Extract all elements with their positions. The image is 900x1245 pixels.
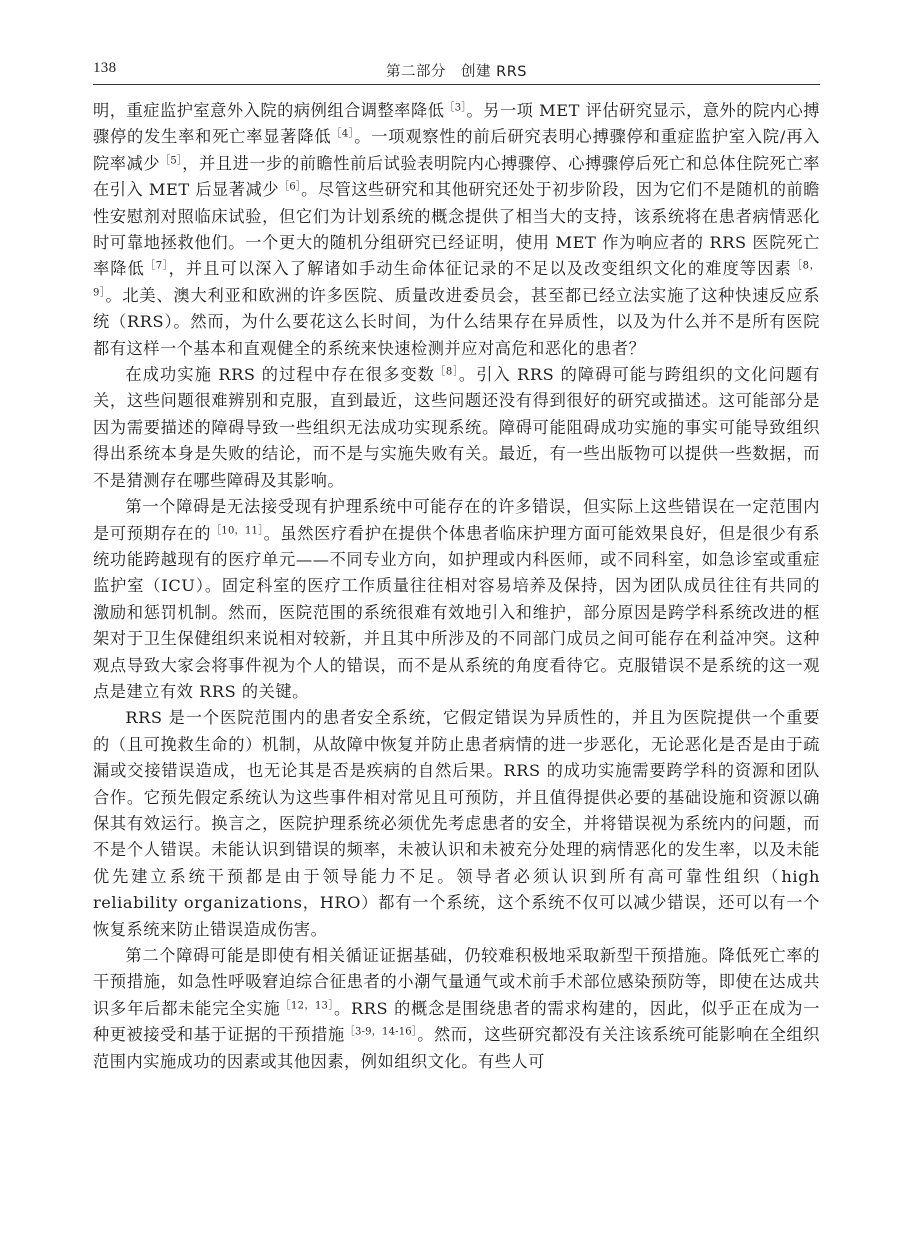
citation-superscript: ［7］ (144, 260, 169, 272)
text-run: 。另一项 MET 评估研究显示，意外的院内心搏骤停的发生率和死亡率显著降低 (93, 101, 820, 147)
running-header: 第二部分 创建 RRS (386, 64, 527, 80)
text-run: 。一项观察性的前后研究表明心搏骤停和重症监护室入院/再入院率减少 (93, 127, 820, 173)
citation-superscript: ［4］ (331, 128, 355, 140)
citation-superscript: ［3］ (444, 102, 467, 114)
citation-superscript: ［3-9，14-16］ (344, 1026, 418, 1038)
page-header (93, 60, 820, 84)
citation-superscript: ［8］ (435, 366, 459, 378)
text-run: 。引入 RRS 的障碍可能与跨组织的文化问题有关，这些问题很难辨别和克服，直到最近，这些问题还没有得到很好的研究或描述。这可能部分是因为需要描述的障碍导致一些组织无法成功实现系统。障碍可能阻碍成功实施的事实可能导致组织得出系统本身是失败的结论，而不是与实施失败有关。最近，有一些出版物可以提供一些数据，而不是猜测存在哪些障碍及其影响。 (93, 365, 820, 490)
paragraph (93, 362, 820, 494)
text-run: 。虽然医疗看护在提供个体患者临床护理方面可能效果良好，但是很少有系统功能跨越现有的医疗单元——不同专业方向，如护理或内科医师，或不同科室，如急诊室或重症监护室（ICU）。固定科室的医疗工作质量往往相对容易培养及保持，因为团队成员往往有共同的激励和惩罚机制。然而，医院范围的系统很难有效地引入和维护，部分原因是跨学科系统改进的框架对于卫生保健组织来说相对较新，并且其中所涉及的不同部门成员之间可能存在利益冲突。这种观点导致大家会将事件视为个人的错误，而不是从系统的角度看待它。克服错误不是系统的这一观点是建立有效 RRS 的关键。 (93, 523, 820, 701)
paragraph (93, 943, 820, 1075)
text-run: RRS 是一个医院范围内的患者安全系统，它假定错误为异质性的，并且为医院提供一个重要的（且可挽救生命的）机制，从故障中恢复并防止患者病情的进一步恶化，无论恶化是否是由于疏漏或交接错误造成，也无论其是否是疾病的自然后果。RRS 的成功实施需要跨学科的资源和团队合作。它预先假定系统认为这些事件相对常见且可预防，并且值得提供必要的基础设施和资源以确保其有效运行。换言之，医院护理系统必须优先考虑患者的安全，并将错误视为系统内的问题，而不是个人错误。未能认识到错误的频率，未被认识和未被充分处理的病情恶化的发生率，以及未能优先建立系统干预都是由于领导能力不足。领导者必须认识到所有高可靠性组织（high reliability organizations，HRO）都有一个系统，这个系统不仅可以减少错误，还可以有一个恢复系统来防止错误造成伤害。 (93, 708, 820, 939)
text-run: 第一个障碍是无法接受现有护理系统中可能存在的许多错误，但实际上这些错误在一定范围内是可预期存在的 (93, 497, 820, 543)
text-run: 在成功实施 RRS 的过程中存在很多变数 (125, 365, 436, 385)
citation-superscript: ［12，13］ (280, 1000, 334, 1012)
text-run: ，并且进一步的前瞻性前后试验表明院内心搏骤停、心搏骤停后死亡和总体住院死亡率在引入 MET 后显著减少 (93, 153, 820, 200)
citation-superscript: ［10，11］ (211, 525, 264, 536)
page-number: 138 (93, 60, 117, 76)
text-run: 。RRS 的概念是围绕患者的需求构建的，因此，似乎正在成为一种更被接受和基于证据的干预措施 (93, 998, 820, 1045)
text-run: 第二个障碍可能是即使有相关循证证据基础，仍较难积极地采取新型干预措施。降低死亡率的干预措施，如急性呼吸窘迫综合征患者的小潮气量通气或术前手术部位感染预防等，即使在达成共识多年后都未能完全实施 (93, 946, 820, 1018)
text-run: ，并且可以深入了解诸如手动生命体征记录的不足以及改变组织文化的难度等因素 (168, 259, 792, 279)
citation-superscript: ［6］ (279, 181, 302, 193)
header-rule (93, 84, 820, 85)
citation-superscript: ［5］ (160, 155, 183, 167)
body-text (93, 98, 820, 1075)
paragraph (93, 705, 820, 943)
text-run: 明，重症监护室意外入院的病例组合调整率降低 (93, 101, 445, 120)
paragraph (93, 494, 820, 705)
text-run: 。然而，这些研究都没有关注该系统可能影响在全组织范围内实施成功的因素或其他因素，例如组织文化。有些人可 (93, 1025, 821, 1071)
text-run: 。北美、澳大利亚和欧洲的许多医院、质量改进委员会，甚至都已经立法实施了这种快速反应系统（RRS）。然而，为什么要花这么长时间，为什么结果存在异质性，以及为什么并不是所有医院都有这样一个基本和直观健全的系统来快速检测并应对高危和恶化的患者？ (93, 285, 820, 358)
paragraph (93, 98, 820, 362)
text-run: 。尽管这些研究和其他研究还处于初步阶段，因为它们不是随机的前瞻性安慰剂对照临床试验，但它们为计划系统的概念提供了相当大的支持，该系统将在患者病情恶化时可靠地拯救他们。一个更大的随机分组研究已经证明，使用 MET 作为响应者的 RRS 医院死亡率降低 (93, 180, 820, 279)
citation-superscript: ［8，9］ (93, 260, 820, 299)
